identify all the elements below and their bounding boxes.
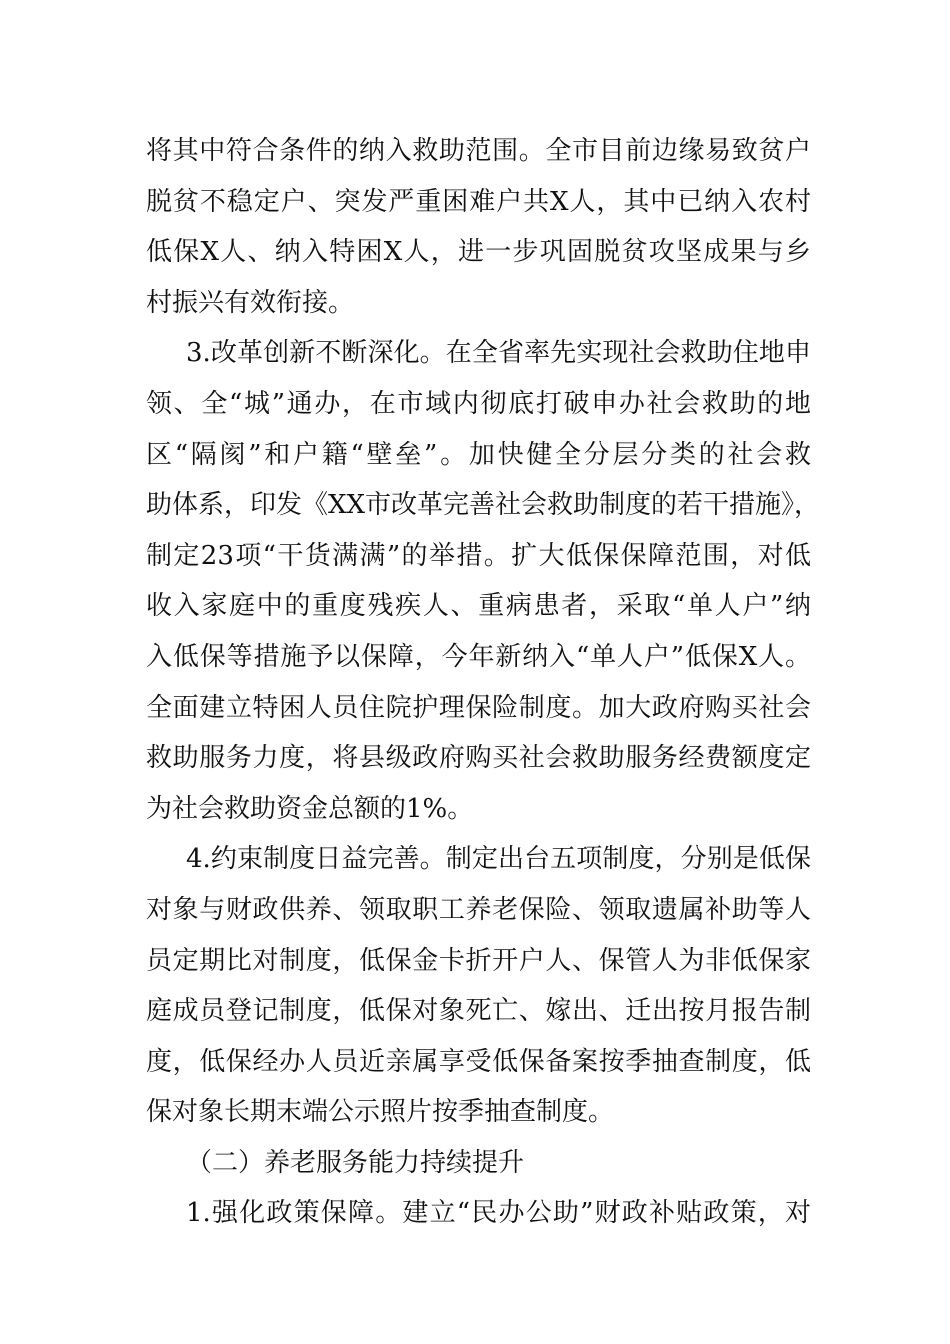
text-line: 领、全“城”通办，在市域内彻底打破申办社会救助的地 (146, 388, 811, 419)
text-line: 保对象长期末端公示照片按季抽查制度。 (146, 1097, 615, 1128)
text-line: 为社会救助资金总额的1%。 (146, 793, 474, 824)
text-line: 助体系，印发《XX市改革完善社会救助制度的若干措施》， (146, 490, 821, 521)
text-line: 庭成员登记制度，低保对象死亡、嫁出、迁出按月报告制 (146, 996, 811, 1027)
text-line: 将其中符合条件的纳入救助范围。全市目前边缘易致贫户 (146, 136, 811, 166)
text-line: 全面建立特困人员住院护理保险制度。加大政府购买社会 (146, 692, 811, 723)
text-line: 救助服务力度，将县级政府购买社会救助服务经费额度定 (146, 743, 811, 774)
text-line: 制定23项“干货满满”的举措。扩大低保保障范围，对低 (146, 540, 811, 571)
text-line: 脱贫不稳定户、突发严重困难户共X人，其中已纳入农村 (146, 186, 811, 217)
paragraph-heading-line: 3.改革创新不断深化。在全省率先实现社会救助住地申 (186, 338, 811, 369)
paragraph-heading-line: 4.约束制度日益完善。制定出台五项制度，分别是低保 (186, 844, 811, 875)
text-line: 低保X人、纳入特困X人，进一步巩固脱贫攻坚成果与乡 (146, 237, 811, 268)
section-heading: （二）养老服务能力持续提升 (186, 1147, 525, 1178)
body-text (146, 126, 821, 1239)
text-line: 度，低保经办人员近亲属享受低保备案按季抽查制度，低 (146, 1046, 811, 1077)
text-line: 村振兴有效衔接。 (146, 287, 355, 318)
text-line: 区“隔阂”和户籍“壁垒”。加快健全分层分类的社会救 (146, 439, 811, 470)
text-line: 收入家庭中的重度残疾人、重病患者，采取“单人户”纳 (146, 591, 811, 622)
text-line: 对象与财政供养、领取职工养老保险、领取遗属补助等人 (146, 894, 811, 925)
text-line: 员定期比对制度，低保金卡折开户人、保管人为非低保家 (146, 945, 811, 976)
text-line: 入低保等措施予以保障，今年新纳入“单人户”低保X人。 (146, 641, 811, 672)
paragraph-heading-line: 1.强化政策保障。建立“民办公助”财政补贴政策，对 (186, 1198, 811, 1229)
